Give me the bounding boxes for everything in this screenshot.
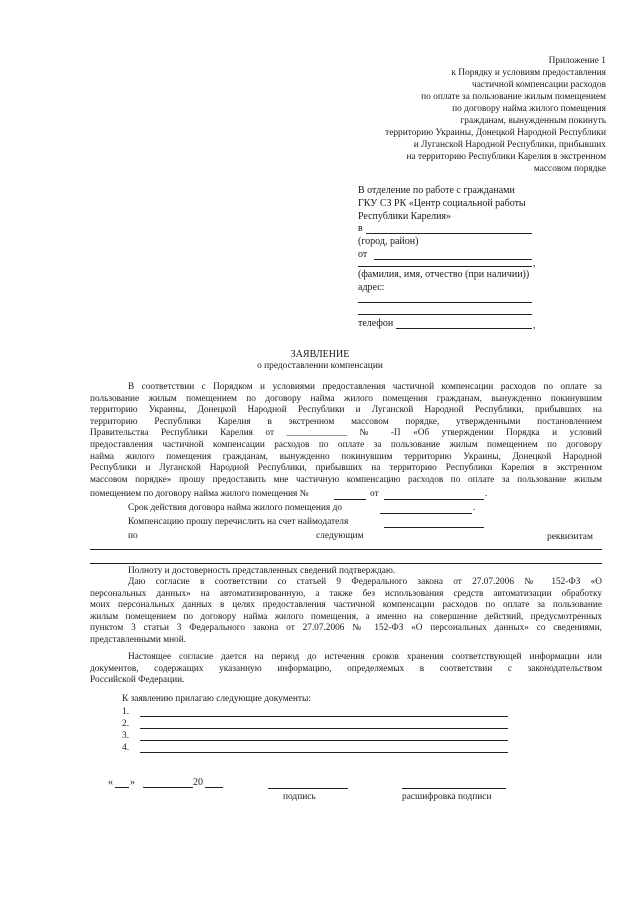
consent-line: жилым помещением по договору найма жилого помещения, а именно на совершение действий, предусмотренных bbox=[90, 611, 602, 622]
date-open-quote: « bbox=[108, 777, 113, 788]
signature-decode-field[interactable] bbox=[402, 788, 506, 789]
appendix-line: территорию Украины, Донецкой Народной Республики bbox=[385, 128, 606, 138]
term-label: Срок действия договора найма жилого помещения до bbox=[128, 503, 343, 513]
addressee-line3: Республики Карелия» bbox=[358, 211, 452, 222]
page-title: ЗАЯВЛЕНИЕ bbox=[290, 349, 350, 360]
name-field[interactable] bbox=[374, 259, 532, 260]
attach-item-field[interactable] bbox=[140, 716, 508, 717]
contract-end: . bbox=[485, 489, 488, 499]
attach-item-number: 4. bbox=[122, 743, 130, 753]
appendix-line: Приложение 1 bbox=[548, 56, 606, 66]
appendix-line: частичной компенсации расходов bbox=[472, 80, 606, 90]
addressee-line2: ГКУ СЗ РК «Центр социальной работы bbox=[358, 198, 526, 209]
in-label: в bbox=[358, 223, 363, 234]
attach-item-number: 2. bbox=[122, 719, 130, 729]
city-hint: (город, район) bbox=[358, 236, 419, 247]
request-paragraph bbox=[90, 382, 602, 486]
city-field[interactable] bbox=[366, 233, 532, 234]
attach-item-field[interactable] bbox=[140, 752, 508, 753]
paragraph-line: найма жилого помещения гражданам, вынужденно покинувшим территорию Украины, Донецкой Народной bbox=[90, 451, 602, 462]
addressee-line1: В отделение по работе с гражданами bbox=[358, 185, 515, 196]
transfer-label: Компенсацию прошу перечислить на счет наймодателя bbox=[128, 517, 349, 527]
paragraph-line: Правительства Республики Карелия от _____________ № -П «Об утверждении Порядка и условий bbox=[90, 428, 602, 439]
name-hint: (фамилия, имя, отчество (при наличии)) bbox=[358, 269, 530, 280]
appendix-line: по договору найма жилого помещения bbox=[452, 104, 606, 114]
phone-label: телефон bbox=[358, 318, 394, 329]
appendix-line: и Луганской Народной Республики, прибывших bbox=[413, 140, 606, 150]
appendix-line: к Порядку и условиям предоставления bbox=[451, 68, 606, 78]
attach-item-number: 1. bbox=[122, 707, 130, 717]
appendix-line: массовом порядке bbox=[533, 164, 606, 174]
date-month-field[interactable] bbox=[143, 787, 193, 788]
date-year-field[interactable] bbox=[205, 787, 223, 788]
address-label: адрес: bbox=[358, 282, 385, 293]
requisites-label: реквизитам bbox=[547, 532, 593, 542]
paragraph-line: Республики и Луганской Народной Республики, прибывших на территорию Республики Карелия в экстренном bbox=[90, 463, 602, 474]
consent-line: моих персональных данных в целях предоставления частичной компенсации расходов по оплате за пользование bbox=[90, 600, 602, 611]
consent-paragraph bbox=[90, 577, 602, 647]
term-end: . bbox=[473, 503, 476, 513]
consent-line: персональных данных» на автоматизированную, а также без использования средств автоматизации обработку bbox=[90, 588, 602, 599]
confirm-text: Полноту и достоверность представленных сведений подтверждаю. bbox=[128, 566, 396, 576]
consent-line: Даю согласие в соответствии со статьей 9 Федерального закона от 27.07.2006 № 152-ФЗ «О bbox=[128, 577, 602, 587]
attach-item-field[interactable] bbox=[140, 740, 508, 741]
page-subtitle: о предоставлении компенсации bbox=[257, 361, 383, 371]
consent-line: представленными мной. bbox=[90, 634, 187, 645]
paragraph-line: массовом порядке» прошу предоставить мне частичную компенсацию расходов по оплате за пользование жилым bbox=[90, 474, 602, 485]
landlord-field[interactable] bbox=[384, 527, 484, 528]
period-line: Настоящее согласие дается на период до истечения сроков хранения соответствующей информации или bbox=[128, 652, 602, 662]
appendix-line: по оплате за пользование жилым помещением bbox=[421, 92, 606, 102]
paragraph-line: территорию Республики Карелия в экстренном массовом порядке, утвержденными постановлением bbox=[90, 416, 602, 427]
attach-item-number: 3. bbox=[122, 731, 130, 741]
contract-from-label: от bbox=[370, 489, 379, 499]
contract-number-field[interactable] bbox=[334, 499, 366, 500]
period-paragraph bbox=[90, 652, 602, 687]
signature-decode-label: расшифровка подписи bbox=[402, 792, 492, 802]
appendix-line: на территорию Республики Карелия в экстренном bbox=[406, 152, 606, 162]
address-field-1[interactable] bbox=[358, 302, 532, 303]
date-close-quote: » bbox=[130, 777, 135, 788]
following-label: следующим bbox=[316, 531, 364, 541]
phone-field[interactable] bbox=[396, 328, 532, 329]
paragraph-line: пользование жилым помещением по договору найма жилого помещения гражданам, вынужденно покинувшим bbox=[90, 393, 602, 404]
paragraph-line: предоставления частичной компенсации расходов по оплате за пользование жилым помещением по договору bbox=[90, 439, 602, 450]
attach-item-field[interactable] bbox=[140, 728, 508, 729]
attach-label: К заявлению прилагаю следующие документы: bbox=[122, 694, 311, 704]
contract-date-field[interactable] bbox=[384, 499, 484, 500]
requisites-field-2[interactable] bbox=[90, 563, 602, 564]
contract-number-label: помещением по договору найма жилого помещения № bbox=[90, 489, 309, 499]
period-line: документов, содержащих указанную информацию, определяемых в соответствии с законодательством bbox=[90, 663, 602, 674]
paragraph-line: В соответствии с Порядком и условиями предоставления частичной компенсации расходов по оплате за bbox=[128, 382, 602, 392]
signature-field[interactable] bbox=[268, 788, 348, 789]
date-year-prefix: 20 bbox=[193, 777, 203, 788]
phone-comma: , bbox=[533, 320, 536, 331]
paragraph-line: территорию Украины, Донецкой Народной Республики и Луганской Народной Республики, прибывших на bbox=[90, 405, 602, 416]
name-comma: , bbox=[533, 258, 536, 269]
requisites-field-1[interactable] bbox=[90, 549, 602, 550]
appendix-header bbox=[306, 55, 606, 175]
from-label: от bbox=[358, 249, 368, 260]
appendix-line: гражданам, вынужденным покинуть bbox=[460, 116, 606, 126]
address-field-2[interactable] bbox=[358, 314, 532, 315]
name-field-2[interactable] bbox=[358, 266, 532, 267]
by-label: по bbox=[128, 531, 138, 541]
date-day-field[interactable] bbox=[115, 787, 129, 788]
signature-label: подпись bbox=[283, 792, 316, 802]
consent-line: пунктом 3 статьи 3 Федерального закона от 27.07.2006 № 152-ФЗ «О персональных данных» со сведениями, bbox=[90, 623, 602, 634]
term-date-field[interactable] bbox=[380, 513, 472, 514]
contract-number-line bbox=[90, 488, 309, 500]
period-line: Российской Федерации. bbox=[90, 675, 185, 686]
